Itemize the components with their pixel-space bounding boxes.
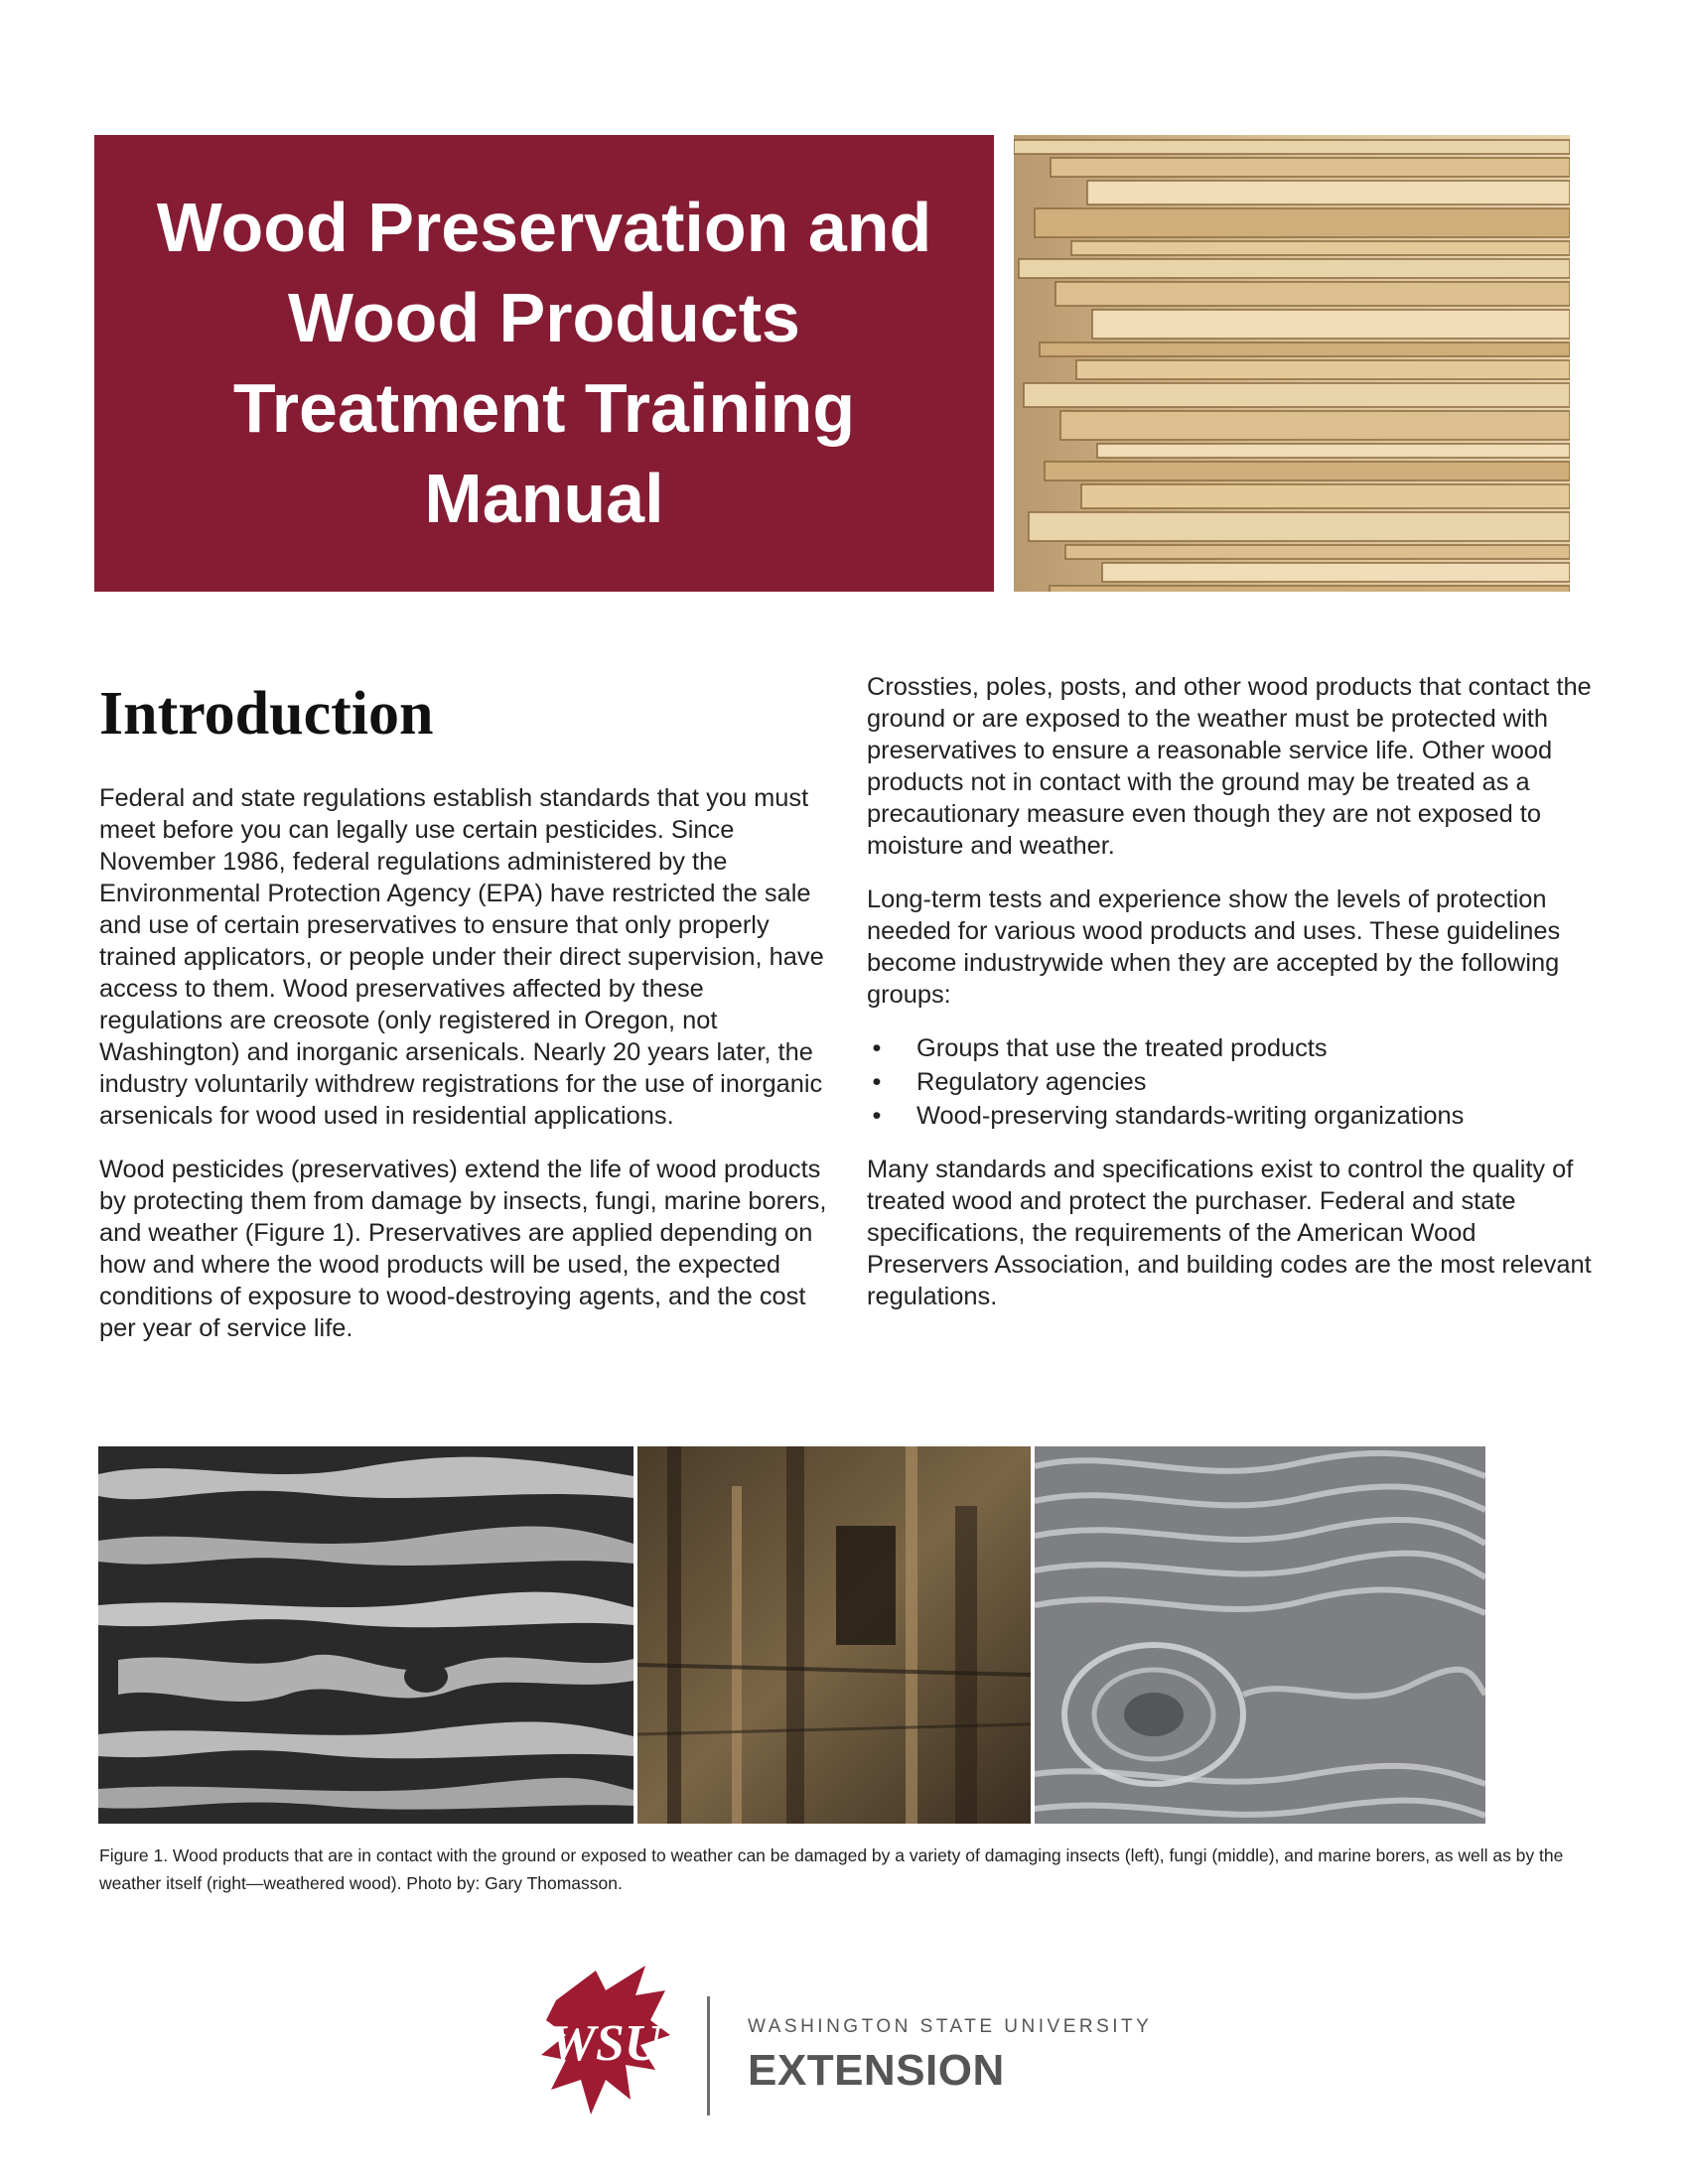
bullet-icon: •: [872, 1034, 882, 1062]
logo-divider: [707, 1996, 710, 2116]
bullet-icon: •: [872, 1068, 882, 1096]
groups-list: [867, 1032, 1602, 1132]
intro-right-column: [867, 671, 1602, 1334]
figure-caption: Figure 1. Wood products that are in contact with the ground or exposed to weather can be damaged by a variety of damaging insects (left), fungi (middle), and marine borers, as well as by the weather itself (right—weathered wood). Photo by: Gary Thomasson.: [99, 1845, 1564, 1893]
list-item-text: Regulatory agencies: [916, 1068, 1147, 1096]
list-item-text: Wood-preserving standards-writing organizations: [916, 1102, 1465, 1130]
page-title-line-2: Wood Products: [288, 279, 800, 356]
page-title-line-3: Treatment Training: [232, 369, 856, 447]
intro-paragraph-2: Wood pesticides (preservatives) extend the life of wood products by protecting them from damage by insects, fungi, marine borers, and weather (Figure 1). Preservatives are applied depending on how and where the wood products will be used, the expected conditions of exposure to wood-destroying agents, and the cost per year of service life.: [99, 1156, 827, 1342]
logo-monogram: WSU: [549, 2015, 662, 2072]
wsu-extension-logo: [536, 1961, 1172, 2119]
list-item: [867, 1100, 1602, 1132]
cougar-head-icon: [536, 1961, 675, 2119]
logo-extension-label: EXTENSION: [748, 2046, 1005, 2095]
title-banner: [94, 135, 994, 592]
lumber-stack-image: [1014, 135, 1570, 592]
page-title-line-4: Manual: [424, 460, 664, 537]
intro-heading: Introduction: [99, 680, 434, 748]
intro-paragraph-3: Crossties, poles, posts, and other wood products that contact the ground or are exposed to the weather must be protected with preservatives to ensure a reasonable service life. Other wood products not in contact with the ground may be treated as a precautionary measure even though they are not exposed to moisture and weather.: [867, 673, 1592, 860]
logo-university-name: WASHINGTON STATE UNIVERSITY: [748, 2016, 1153, 2037]
intro-left-column: [99, 671, 829, 1366]
intro-paragraph-4: Long-term tests and experience show the levels of protection needed for various wood products and uses. These guidelines become industrywide when they are accepted by the following groups:: [867, 886, 1561, 1009]
list-item-text: Groups that use the treated products: [916, 1034, 1328, 1062]
page-title-line-1: Wood Preservation and: [156, 189, 932, 266]
list-item: [867, 1066, 1602, 1098]
weathered-wood-image: [1035, 1446, 1485, 1824]
intro-paragraph-5: Many standards and specifications exist to control the quality of treated wood and protect the purchaser. Federal and state specifications, the requirements of the American Wood Preservers Association, and building codes are the most relevant regulations.: [867, 1156, 1592, 1310]
bullet-icon: •: [872, 1102, 882, 1130]
intro-paragraph-1: Federal and state regulations establish standards that you must meet before you can legally use certain pesticides. Since November 1986, federal regulations administered by the Environmental Protection Agency (EPA) have restricted the sale and use of certain preservatives to ensure that only properly trained applicators, or people under their direct supervision, have access to them. Wood preservatives affected by these regulations are creosote (only registered in Oregon, not Washington) and inorganic arsenicals. Nearly 20 years later, the industry voluntarily withdrew registrations for the use of inorganic arsenicals for wood used in residential applications.: [99, 784, 824, 1130]
fungi-damage-image: [637, 1446, 1031, 1824]
insect-damage-image: [98, 1446, 633, 1824]
list-item: [867, 1032, 1602, 1064]
